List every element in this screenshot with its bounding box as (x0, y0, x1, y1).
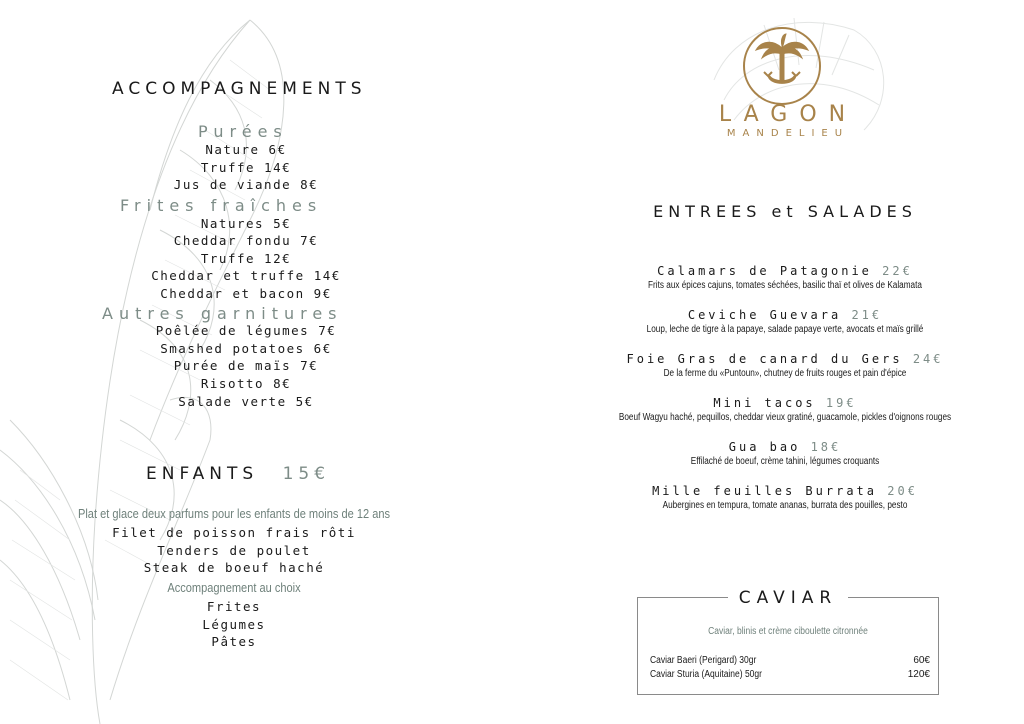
list-item: Frites (206, 599, 262, 614)
list-item: Risotto 8€ (200, 376, 292, 391)
dish-description: Effilaché de boeuf, crème tahini, légumes croquants (690, 456, 880, 467)
enfants-title (146, 464, 330, 484)
list-item: Smashed potatoes 6€ (160, 341, 332, 356)
caviar-box (637, 597, 939, 695)
accompagnements-title: ACCOMPAGNEMENTS (112, 79, 367, 99)
dish-title: Mini tacos (713, 396, 816, 410)
list-item: Cheddar fondu 7€ (173, 233, 319, 248)
enfants-accomp-title: Accompagnement au choix (167, 580, 301, 595)
purees-title: Purées (198, 122, 288, 141)
list-item: Jus de viande 8€ (173, 177, 319, 192)
dish-price: 18€ (810, 440, 842, 454)
enfants-title-text: ENFANTS (146, 464, 259, 484)
dish-description: Aubergines en tempura, tomate ananas, burrata des pouilles, pesto (662, 500, 908, 511)
dish-price: 20€ (887, 484, 918, 498)
list-item: Truffe 12€ (200, 251, 292, 266)
caviar-title: CAVIAR (728, 588, 848, 608)
dish-name (627, 352, 944, 366)
list-item: Légumes (202, 617, 266, 632)
caviar-row (650, 655, 930, 666)
list-item: Pâtes (211, 634, 257, 649)
list-item: Filet de poisson frais rôti (112, 525, 356, 540)
list-item: Cheddar et bacon 9€ (160, 286, 332, 301)
list-item: Natures 5€ (200, 216, 292, 231)
dish-title: Foie Gras de canard du Gers (626, 352, 903, 366)
list-item: Cheddar et truffe 14€ (151, 268, 341, 283)
frites-title: Frites fraîches (120, 196, 323, 215)
enfants-description: Plat et glace deux parfums pour les enfants de moins de 12 ans (77, 506, 391, 521)
entrees-title: ENTREES et SALADES (653, 202, 917, 221)
dish-name (652, 484, 918, 498)
list-item: Steak de boeuf haché (143, 560, 325, 575)
dish-title: Gua bao (728, 440, 801, 454)
caviar-item-name: Caviar Baeri (Perigard) 30gr (650, 655, 757, 666)
caviar-item-price: 60€ (913, 655, 930, 666)
dish-description: De la ferme du «Puntoun», chutney de fruits rouges et pain d'épice (663, 368, 907, 379)
dish-name (729, 440, 842, 454)
list-item: Salade verte 5€ (178, 394, 314, 409)
dish-title: Calamars de Patagonie (657, 264, 872, 278)
enfants-price: 15€ (282, 464, 331, 484)
caviar-item-name: Caviar Sturia (Aquitaine) 50gr (650, 669, 762, 680)
dish-name (713, 396, 856, 410)
brand-name: LAGON (718, 102, 858, 127)
dish-description: Frits aux épices cajuns, tomates séchées, basilic thaï et olives de Kalamata (648, 280, 922, 291)
dish-description: Boeuf Wagyu haché, pequillos, cheddar vieux gratiné, guacamole, pickles d'oignons rouges (618, 412, 952, 423)
dish-price: 24€ (912, 352, 944, 366)
list-item: Purée de maïs 7€ (173, 358, 319, 373)
list-item: Nature 6€ (205, 142, 287, 157)
dish-description: Loup, leche de tigre à la papaye, salade papaye verte, avocats et maïs grillé (646, 324, 924, 335)
dish-name (657, 264, 913, 278)
dish-price: 22€ (882, 264, 913, 278)
dish-price: 19€ (825, 396, 857, 410)
garnitures-title: Autres garnitures (102, 304, 343, 323)
dish-price: 21€ (851, 308, 883, 322)
dish-name (688, 308, 882, 322)
caviar-item-price: 120€ (907, 669, 930, 680)
list-item: Poêlée de légumes 7€ (155, 323, 337, 338)
caviar-subtitle: Caviar, blinis et crème ciboulette citronnée (708, 626, 868, 637)
list-item: Truffe 14€ (200, 160, 292, 175)
dish-title: Mille feuilles Burrata (652, 484, 878, 498)
brand-location: MANDELIEU (726, 128, 850, 139)
list-item: Tenders de poulet (157, 543, 311, 558)
dish-title: Ceviche Guevara (687, 308, 842, 322)
caviar-row (650, 669, 930, 680)
